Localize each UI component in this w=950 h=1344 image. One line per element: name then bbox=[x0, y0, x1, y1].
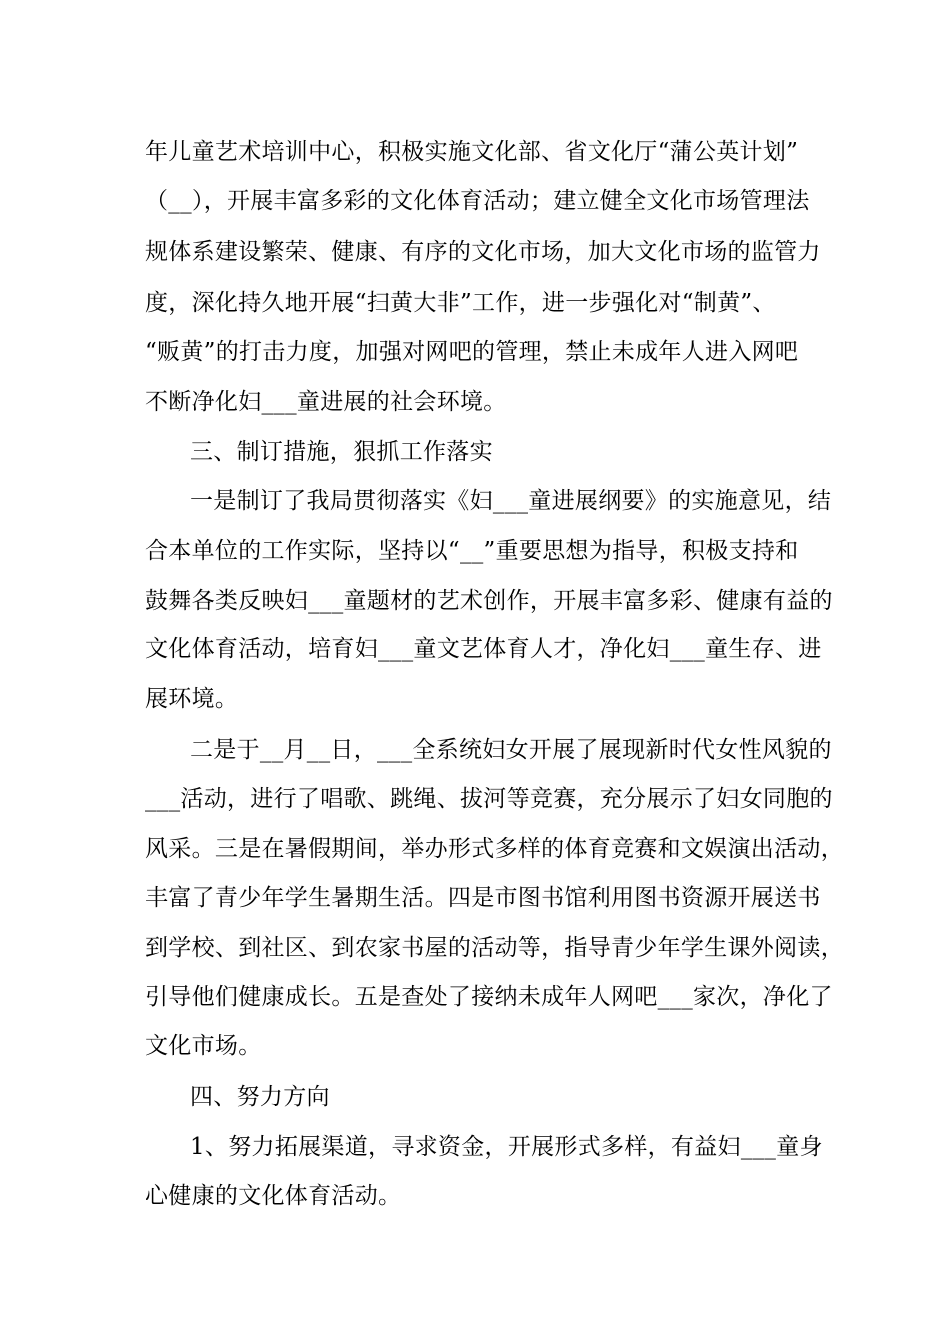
paragraph-line: 年儿童艺术培训中心，积极实施文化部、省文化厅“蒲公英计划” bbox=[145, 139, 799, 165]
section-heading: 三、制订措施，狠抓工作落实 bbox=[190, 439, 493, 465]
paragraph-line: 展环境。 bbox=[145, 686, 239, 712]
paragraph-line: 引导他们健康成长。五是查处了接纳未成年人网吧___家次，净化了 bbox=[145, 984, 833, 1010]
paragraph-line: 1、努力拓展渠道，寻求资金，开展形式多样，有益妇___童身 bbox=[190, 1134, 823, 1160]
paragraph-line: 心健康的文化体育活动。 bbox=[145, 1183, 402, 1209]
paragraph-line: 一是制订了我局贯彻落实《妇___童进展纲要》的实施意见，结 bbox=[190, 488, 832, 514]
paragraph-line: （__），开展丰富多彩的文化体育活动；建立健全文化市场管理法 bbox=[145, 188, 810, 214]
paragraph-line: ___活动，进行了唱歌、跳绳、拔河等竞赛，充分展示了妇女同胞的 bbox=[145, 786, 833, 812]
paragraph-line: 文化市场。 bbox=[145, 1033, 262, 1059]
paragraph-line: 丰富了青少年学生暑期生活。四是市图书馆利用图书资源开展送书 bbox=[145, 885, 821, 911]
paragraph-line: 二是于__月__日，___全系统妇女开展了展现新时代女性风貌的 bbox=[190, 737, 832, 763]
paragraph-line: 规体系建设繁荣、健康、有序的文化市场，加大文化市场的监管力 bbox=[145, 239, 821, 265]
paragraph-line: 不断净化妇___童进展的社会环境。 bbox=[145, 389, 507, 415]
paragraph-line: 合本单位的工作实际，坚持以“__”重要思想为指导，积极支持和 bbox=[145, 538, 799, 564]
paragraph-line: 文化体育活动，培育妇___童文艺体育人才，净化妇___童生存、进 bbox=[145, 636, 822, 662]
paragraph-line: “贩黄”的打击力度，加强对网吧的管理，禁止未成年人进入网吧 bbox=[145, 339, 799, 365]
paragraph-line: 鼓舞各类反映妇___童题材的艺术创作，开展丰富多彩、健康有益的 bbox=[145, 588, 833, 614]
paragraph-line: 度，深化持久地开展“扫黄大非”工作，进一步强化对“制黄”、 bbox=[145, 290, 776, 316]
paragraph-line: 风采。三是在暑假期间，举办形式多样的体育竞赛和文娱演出活动， bbox=[145, 836, 844, 862]
section-heading: 四、努力方向 bbox=[190, 1084, 330, 1110]
paragraph-line: 到学校、到社区、到农家书屋的活动等，指导青少年学生课外阅读， bbox=[145, 935, 844, 961]
